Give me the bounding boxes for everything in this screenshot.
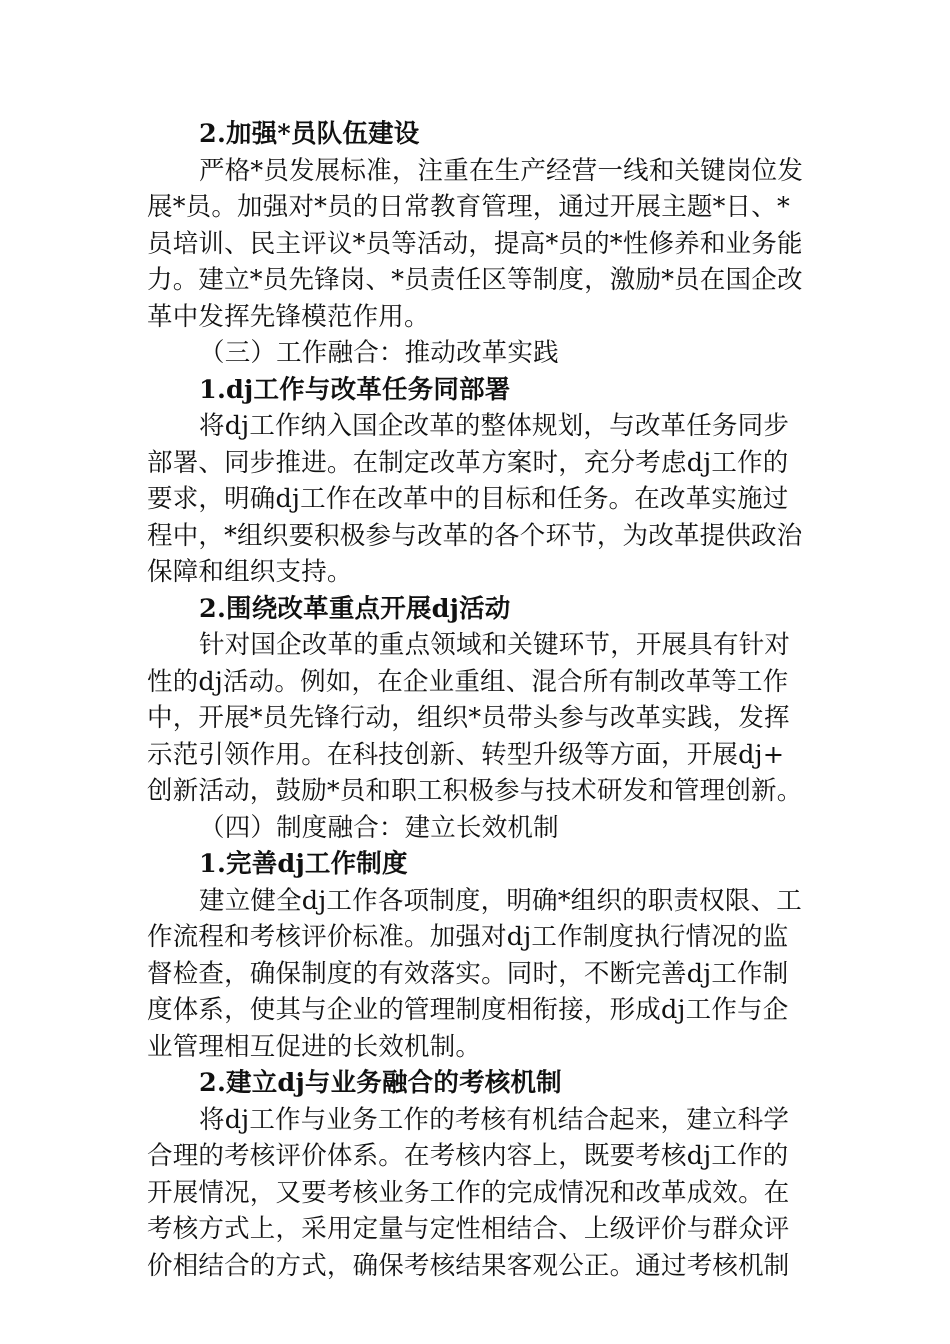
paragraph-line: 开展情况，又要考核业务工作的完成情况和改革成效。在 bbox=[147, 1177, 790, 1208]
subsection-heading: 2.围绕改革重点开展dj活动 bbox=[199, 593, 511, 624]
paragraph-line: 将dj工作纳入国企改革的整体规划，与改革任务同步 bbox=[199, 411, 790, 441]
paragraph-line: 作流程和考核评价标准。加强对dj工作制度执行情况的监 bbox=[147, 922, 789, 952]
paragraph-line: 中，开展*员先锋行动，组织*员带头参与改革实践，发挥 bbox=[147, 703, 790, 733]
section-heading: （四）制度融合：建立长效机制 bbox=[199, 812, 559, 843]
paragraph-line: 力。建立*员先锋岗、*员责任区等制度，激励*员在国企改 bbox=[147, 265, 803, 295]
subsection-heading: 2.建立dj与业务融合的考核机制 bbox=[199, 1068, 562, 1098]
paragraph-line: 程中，*组织要积极参与改革的各个环节，为改革提供政治 bbox=[147, 520, 803, 551]
paragraph-line: 要求，明确dj工作在改革中的目标和任务。在改革实施过 bbox=[147, 484, 789, 514]
paragraph-line: 保障和组织支持。 bbox=[147, 557, 353, 587]
paragraph-line: 度体系，使其与企业的管理制度相衔接，形成dj工作与企 bbox=[147, 995, 789, 1025]
paragraph-line: 展*员。加强对*员的日常教育管理，通过开展主题*日、* bbox=[147, 192, 790, 222]
paragraph-line: 督检查，确保制度的有效落实。同时，不断完善dj工作制 bbox=[147, 958, 789, 989]
paragraph-line: 价相结合的方式，确保考核结果客观公正。通过考核机制 bbox=[147, 1250, 790, 1281]
paragraph-line: 部署、同步推进。在制定改革方案时，充分考虑dj工作的 bbox=[147, 447, 789, 478]
paragraph-line: 员培训、民主评议*员等活动，提高*员的*性修养和业务能 bbox=[147, 228, 803, 259]
paragraph-line: 合理的考核评价体系。在考核内容上，既要考核dj工作的 bbox=[147, 1141, 789, 1171]
document-page bbox=[147, 116, 809, 1284]
paragraph-line: 性的dj活动。例如，在企业重组、混合所有制改革等工作 bbox=[147, 666, 789, 697]
paragraph-line: 将dj工作与业务工作的考核有机结合起来，建立科学 bbox=[199, 1104, 790, 1135]
paragraph-line: 建立健全dj工作各项制度，明确*组织的职责权限、工 bbox=[199, 885, 802, 916]
subsection-heading: 2.加强*员队伍建设 bbox=[199, 119, 420, 149]
paragraph-line: 创新活动，鼓励*员和职工积极参与技术研发和管理创新。 bbox=[147, 776, 803, 806]
paragraph-line: 革中发挥先锋模范作用。 bbox=[147, 301, 430, 332]
subsection-heading: 1.完善dj工作制度 bbox=[199, 849, 408, 879]
subsection-heading: 1.dj工作与改革任务同部署 bbox=[199, 374, 511, 405]
paragraph-line: 针对国企改革的重点领域和关键环节，开展具有针对 bbox=[199, 630, 791, 660]
section-heading: （三）工作融合：推动改革实践 bbox=[199, 338, 559, 368]
paragraph-line: 严格*员发展标准，注重在生产经营一线和关键岗位发 bbox=[199, 155, 804, 186]
paragraph-line: 业管理相互促进的长效机制。 bbox=[147, 1031, 482, 1062]
paragraph-line: 考核方式上，采用定量与定性相结合、上级评价与群众评 bbox=[147, 1214, 790, 1244]
paragraph-line: 示范引领作用。在科技创新、转型升级等方面，开展dj+ bbox=[147, 739, 785, 770]
